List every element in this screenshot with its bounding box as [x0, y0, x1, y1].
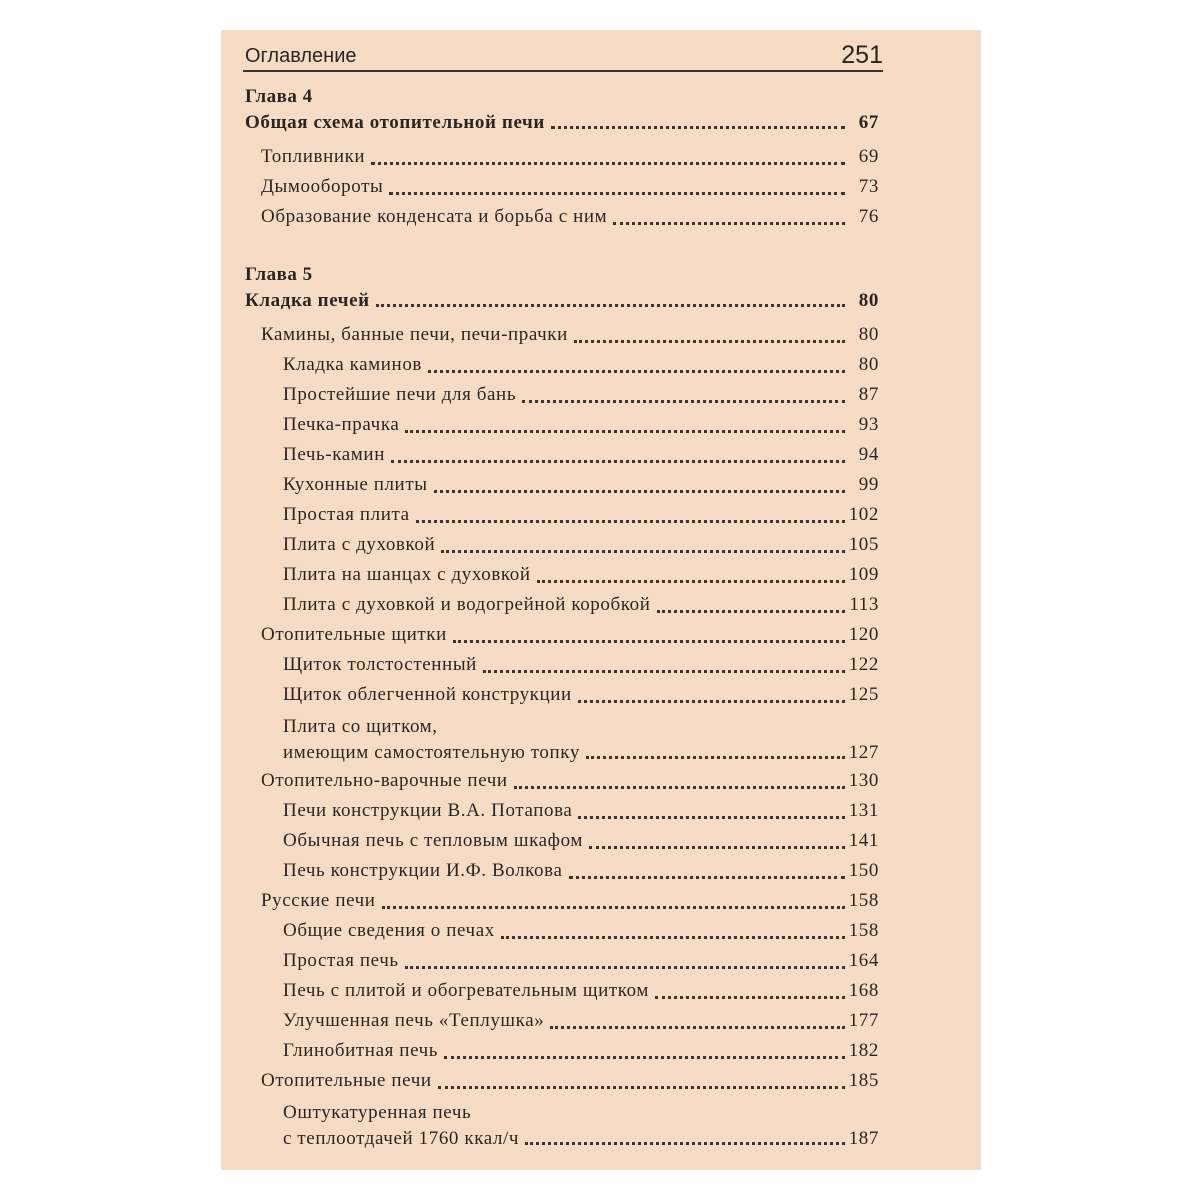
page-ref: 94	[858, 444, 879, 465]
dot-leader	[376, 304, 845, 307]
entry-title: Русские печи	[261, 890, 376, 911]
page-ref: 102	[848, 504, 879, 525]
entry-title: имеющим самостоятельную топку	[283, 742, 580, 763]
toc-entry[interactable]	[243, 172, 879, 202]
book-page	[221, 30, 981, 1170]
dot-leader	[522, 400, 845, 403]
dot-leader	[405, 430, 845, 433]
toc-entry[interactable]	[243, 350, 879, 380]
page-ref: 150	[848, 860, 879, 881]
chapter-label: Глава 4	[245, 86, 313, 107]
page-ref: 185	[848, 1070, 879, 1091]
toc-entry[interactable]	[243, 916, 879, 946]
dot-leader	[371, 162, 845, 165]
dot-leader	[428, 370, 845, 373]
page-ref: 131	[848, 800, 879, 821]
page-ref: 76	[858, 206, 879, 227]
page-ref: 130	[848, 770, 879, 791]
dot-leader	[589, 846, 845, 849]
dot-leader	[613, 222, 845, 225]
entry-title: Кладка каминов	[283, 354, 422, 375]
toc-entry-multiline[interactable]	[243, 1100, 879, 1152]
dot-leader	[578, 816, 844, 819]
chapter-label: Глава 5	[245, 264, 313, 285]
entry-title: Плита на шанцах с духовкой	[283, 564, 531, 585]
page-ref: 80	[858, 290, 879, 311]
entry-title: Печь-камин	[283, 444, 385, 465]
page-ref: 122	[848, 654, 879, 675]
dot-leader	[657, 610, 846, 613]
dot-leader	[574, 340, 845, 343]
toc-entry[interactable]	[243, 380, 879, 410]
entry-title: Общие сведения о печах	[283, 920, 495, 941]
entry-title-line1: Оштукатуренная печь	[283, 1102, 472, 1123]
chapter-title: Кладка печей	[245, 290, 370, 311]
dot-leader	[501, 936, 845, 939]
toc-entry[interactable]	[243, 142, 879, 172]
entry-title: Образование конденсата и борьба с ним	[261, 206, 608, 227]
toc-entry[interactable]	[243, 946, 879, 976]
dot-leader	[578, 700, 845, 703]
dot-leader	[514, 786, 845, 789]
toc-entry[interactable]	[243, 1066, 879, 1096]
entry-title-line1: Плита со щитком,	[283, 716, 438, 737]
entry-title: Улучшенная печь «Теплушка»	[283, 1010, 545, 1031]
dot-leader	[391, 460, 845, 463]
toc-entry[interactable]	[243, 410, 879, 440]
toc-entry[interactable]	[243, 766, 879, 796]
entry-title: Кухонные плиты	[283, 474, 428, 495]
page-ref: 177	[848, 1010, 879, 1031]
page-ref: 182	[848, 1040, 879, 1061]
entry-title: Простейшие печи для бань	[283, 384, 517, 405]
toc-entry[interactable]	[243, 560, 879, 590]
page-ref: 125	[848, 684, 879, 705]
running-header	[243, 40, 883, 72]
dot-leader	[382, 906, 845, 909]
page-ref: 73	[858, 176, 879, 197]
entry-title: Печь с плитой и обогревательным щитком	[283, 980, 650, 1001]
chapter-title-line[interactable]	[243, 288, 879, 314]
dot-leader	[453, 640, 845, 643]
dot-leader	[441, 550, 844, 553]
dot-leader	[550, 1026, 844, 1029]
page-ref: 99	[858, 474, 879, 495]
toc-entry[interactable]	[243, 620, 879, 650]
entry-title: Щиток толстостенный	[283, 654, 477, 675]
entry-title: Простая плита	[283, 504, 410, 525]
entry-title: Отопительно-варочные печи	[261, 770, 508, 791]
entry-title: Печка-прачка	[283, 414, 400, 435]
page-ref: 164	[848, 950, 879, 971]
toc-entry[interactable]	[243, 976, 879, 1006]
entry-title: с теплоотдачей 1760 ккал/ч	[283, 1128, 520, 1149]
dot-leader	[551, 126, 845, 129]
entry-title: Дымообороты	[261, 176, 384, 197]
entry-title: Топливники	[261, 146, 366, 167]
page-ref: 113	[849, 594, 879, 615]
dot-leader	[586, 756, 845, 759]
entry-title: Плита с духовкой	[283, 534, 436, 555]
toc-entry[interactable]	[243, 1006, 879, 1036]
toc-entry[interactable]	[243, 856, 879, 886]
toc-entry[interactable]	[243, 500, 879, 530]
toc-entry[interactable]	[243, 886, 879, 916]
page-ref: 105	[848, 534, 879, 555]
page-ref: 158	[848, 920, 879, 941]
toc-entry[interactable]	[243, 1036, 879, 1066]
page-ref: 158	[848, 890, 879, 911]
page-ref: 168	[848, 980, 879, 1001]
table-of-contents	[243, 84, 879, 1152]
entry-title: Печь конструкции И.Ф. Волкова	[283, 860, 563, 881]
page-ref: 80	[858, 324, 879, 345]
toc-entry[interactable]	[243, 470, 879, 500]
toc-entry[interactable]	[243, 826, 879, 856]
entry-title: Отопительные щитки	[261, 624, 447, 645]
entry-title: Плита с духовкой и водогрейной коробкой	[283, 594, 651, 615]
page-ref: 127	[848, 742, 879, 763]
header-title: Оглавление	[245, 45, 357, 67]
dot-leader	[655, 996, 845, 999]
toc-entry[interactable]	[243, 440, 879, 470]
dot-leader	[483, 670, 845, 673]
dot-leader	[434, 490, 845, 493]
page-ref: 109	[848, 564, 879, 585]
chapter-title: Общая схема отопительной печи	[245, 112, 545, 133]
toc-entry[interactable]	[243, 202, 879, 232]
page-ref: 141	[848, 830, 879, 851]
dot-leader	[444, 1056, 845, 1059]
toc-entry[interactable]	[243, 796, 879, 826]
toc-entry[interactable]	[243, 680, 879, 710]
toc-entry-multiline[interactable]	[243, 714, 879, 766]
page-ref: 67	[858, 112, 879, 133]
toc-entry[interactable]	[243, 650, 879, 680]
dot-leader	[438, 1086, 845, 1089]
entry-title: Глинобитная печь	[283, 1040, 439, 1061]
page-ref: 120	[848, 624, 879, 645]
page-ref: 187	[848, 1128, 879, 1149]
dot-leader	[416, 520, 845, 523]
chapter-title-line[interactable]	[243, 110, 879, 136]
page-ref: 93	[858, 414, 879, 435]
dot-leader	[569, 876, 845, 879]
dot-leader	[537, 580, 845, 583]
entry-title: Печи конструкции В.А. Потапова	[283, 800, 573, 821]
entry-title: Простая печь	[283, 950, 399, 971]
page-ref: 80	[858, 354, 879, 375]
page-ref: 87	[858, 384, 879, 405]
entry-title: Камины, банные печи, печи-прачки	[261, 324, 568, 345]
dot-leader	[525, 1142, 845, 1145]
dot-leader	[405, 966, 845, 969]
header-page-number: 251	[841, 41, 883, 69]
page-ref: 69	[858, 146, 879, 167]
entry-title: Обычная печь с тепловым шкафом	[283, 830, 583, 851]
toc-entry[interactable]	[243, 320, 879, 350]
entry-title: Щиток облегченной конструкции	[283, 684, 572, 705]
toc-entry[interactable]	[243, 590, 879, 620]
dot-leader	[389, 192, 845, 195]
toc-entry[interactable]	[243, 530, 879, 560]
entry-title: Отопительные печи	[261, 1070, 432, 1091]
